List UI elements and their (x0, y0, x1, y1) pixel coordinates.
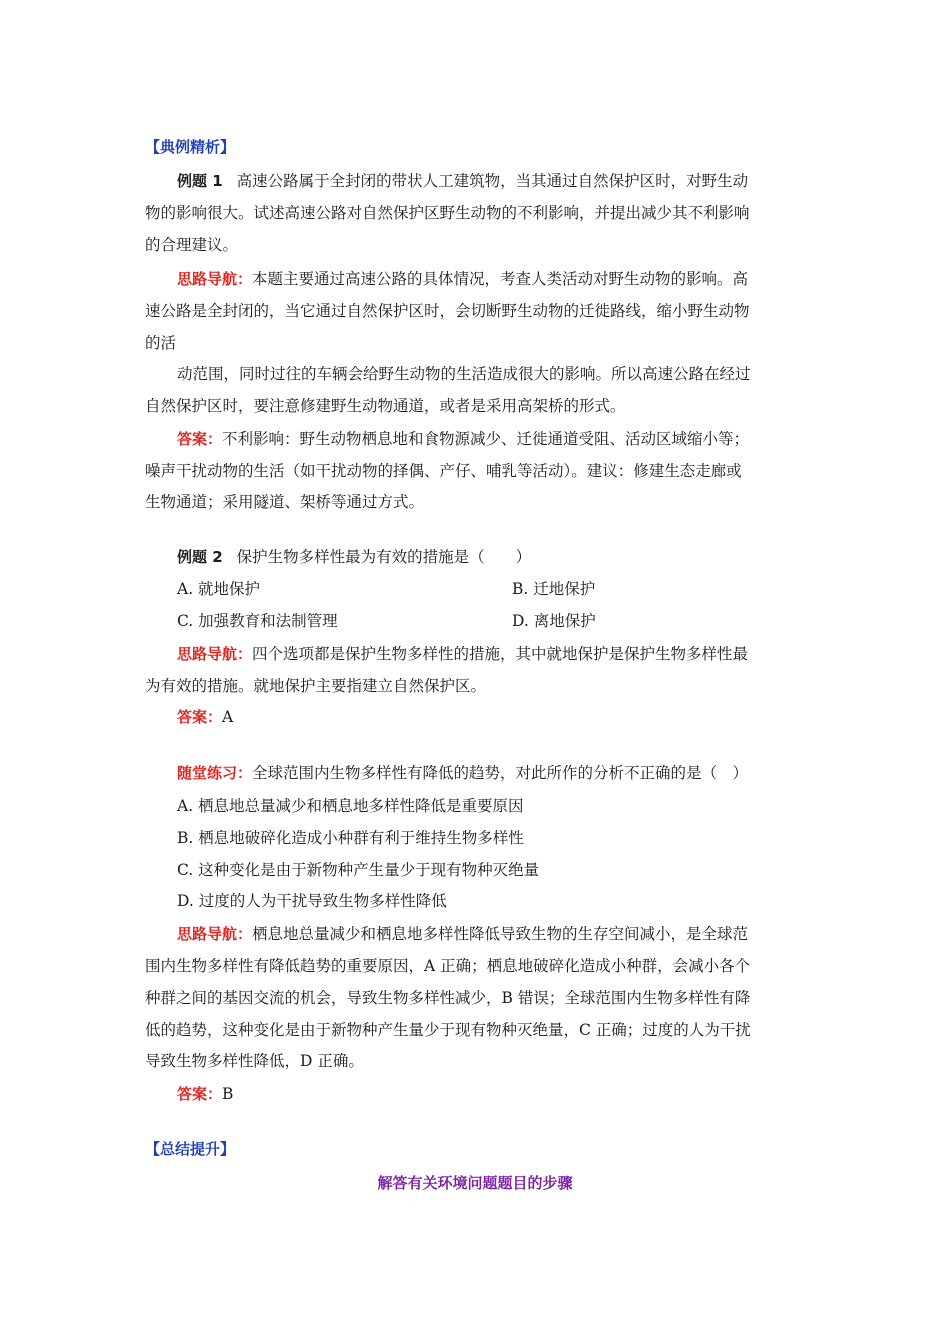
example2-hint-label: 思路导航： (177, 645, 253, 663)
example1-answer-line (177, 428, 810, 450)
example2-option-d: D. 离地保护 (512, 612, 596, 630)
practice-hint-line (177, 923, 810, 945)
practice-hint-line: 低的趋势，这种变化是由于新物种产生量少于现有物种灭绝量，C 正确；过度的人为干扰 (145, 1021, 751, 1039)
example1-answer-text: 不利影响：野生动物栖息地和食物源减少、迁徙通道受阻、活动区域缩小等； (222, 430, 750, 448)
example2-answer-label: 答案： (177, 708, 223, 726)
section-title-examples: 【典例精析】 (145, 138, 236, 156)
practice-hint-label: 思路导航： (177, 925, 253, 943)
practice-answer-label: 答案： (177, 1085, 223, 1103)
example2-hint-text: 四个选项都是保护生物多样性的措施，其中就地保护是保护生物多样性最 (252, 645, 749, 663)
example2-option-c: C. 加强教育和法制管理 (177, 612, 338, 630)
example1-question-line: 物的影响很大。试述高速公路对自然保护区野生动物的不利影响，并提出减少其不利影响 (145, 204, 750, 222)
example2-answer-line (177, 706, 810, 728)
example1-hint-line (177, 268, 810, 290)
section-title-summary: 【总结提升】 (145, 1140, 236, 1158)
practice-question-line (177, 762, 810, 784)
example1-label: 例题 1 (177, 172, 223, 190)
example2-question-line (177, 546, 810, 568)
example2-hint-line: 为有效的措施。就地保护主要指建立自然保护区。 (145, 677, 487, 695)
example2-label: 例题 2 (177, 548, 223, 566)
example1-question-line: 的合理建议。 (145, 236, 239, 254)
example1-hint-line: 自然保护区时，要注意修建野生动物通道，或者是采用高架桥的形式。 (145, 397, 626, 415)
example1-hint-line: 速公路是全封闭的，当它通过自然保护区时，会切断野生动物的迁徙路线，缩小野生动物 (145, 302, 750, 320)
example2-option-a: A. 就地保护 (177, 580, 261, 598)
practice-option-c: C. 这种变化是由于新物种产生量少于现有物种灭绝量 (177, 861, 540, 879)
practice-label: 随堂练习： (177, 764, 253, 782)
example1-answer-label: 答案： (177, 430, 223, 448)
practice-option-b: B. 栖息地破碎化造成小种群有利于维持生物多样性 (177, 829, 524, 847)
example2-hint-line (177, 643, 810, 665)
practice-hint-line: 围内生物多样性有降低趋势的重要原因，A 正确；栖息地破碎化造成小种群，会减小各个 (145, 957, 751, 975)
example1-question-line (177, 170, 810, 192)
practice-question-text: 全球范围内生物多样性有降低的趋势，对此所作的分析不正确的是（ ） (252, 764, 749, 782)
practice-option-a: A. 栖息地总量减少和栖息地多样性降低是重要原因 (177, 797, 524, 815)
example1-hint-line: 的活 (145, 334, 177, 352)
summary-subtitle: 解答有关环境问题题目的步骤 (377, 1174, 573, 1192)
practice-option-d: D. 过度的人为干扰导致生物多样性降低 (177, 892, 447, 910)
practice-hint-text: 栖息地总量减少和栖息地多样性降低导致生物的生存空间减小，是全球范 (252, 925, 749, 943)
example1-question-text: 高速公路属于全封闭的带状人工建筑物，当其通过自然保护区时，对野生动 (236, 172, 749, 190)
practice-answer-text: B (222, 1085, 234, 1103)
practice-answer-line (177, 1083, 810, 1105)
example1-hint-label: 思路导航： (177, 270, 253, 288)
example1-hint-text: 本题主要通过高速公路的具体情况，考查人类活动对野生动物的影响。高 (252, 270, 749, 288)
example1-answer-line: 噪声干扰动物的生活（如干扰动物的择偶、产仔、哺乳等活动）。建议：修建生态走廊或 (145, 462, 742, 480)
example2-option-b: B. 迁地保护 (512, 580, 596, 598)
example2-question-text: 保护生物多样性最为有效的措施是（ ） (236, 548, 532, 566)
practice-hint-line: 种群之间的基因交流的机会，导致生物多样性减少，B 错误；全球范围内生物多样性有降 (145, 989, 751, 1007)
example1-hint-line: 动范围，同时过往的车辆会给野生动物的生活造成很大的影响。所以高速公路在经过 (177, 365, 751, 383)
example1-answer-line: 生物通道；采用隧道、架桥等通过方式。 (145, 493, 425, 511)
practice-hint-line: 导致生物多样性降低，D 正确。 (145, 1052, 364, 1070)
example2-answer-text: A (222, 708, 234, 726)
